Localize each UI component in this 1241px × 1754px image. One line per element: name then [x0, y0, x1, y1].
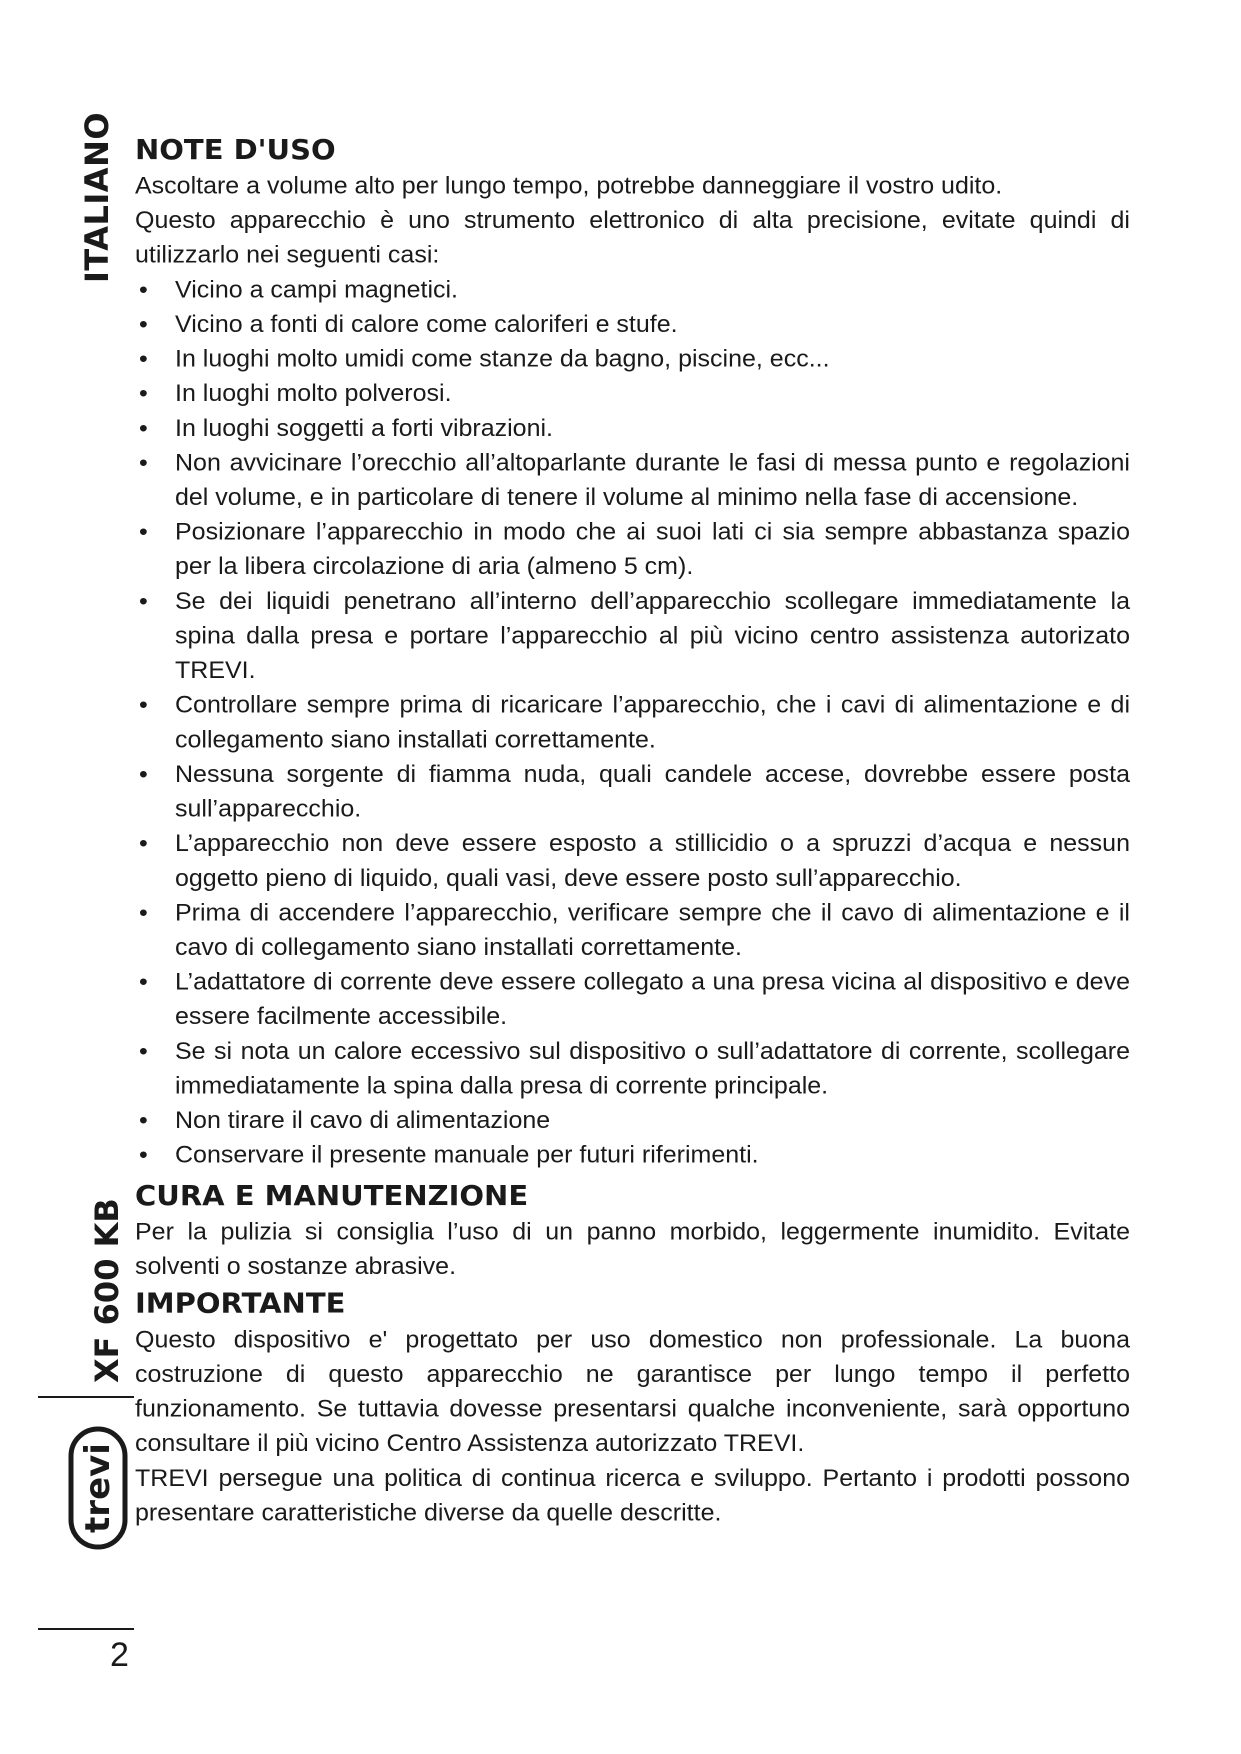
- section-title-note-uso: NOTE D'USO: [135, 132, 336, 166]
- list-item: • Vicino a fonti di calore come caloriferi e stufe.: [135, 307, 1130, 342]
- sidebar-divider-top: [38, 1396, 134, 1398]
- section-title-cura: CURA E MANUTENZIONE: [135, 1179, 529, 1212]
- note-uso-list: [135, 272, 1130, 1172]
- importante-text-2: TREVI persegue una politica di continua ricerca e sviluppo. Pertanto i prodotti possono presentare caratteristiche diverse da quelle descritte.: [135, 1464, 1130, 1527]
- list-item: • L’apparecchio non deve essere esposto a stillicidio o a spruzzi d’acqua e nessun oggetto pieno di liquido, quali vasi, deve essere posto sull’apparecchio.: [135, 826, 1130, 895]
- list-item: • In luoghi molto umidi come stanze da bagno, piscine, ecc...: [135, 342, 1130, 377]
- list-item: • Vicino a campi magnetici.: [135, 272, 1130, 307]
- note-uso-intro-1: Ascoltare a volume alto per lungo tempo, potrebbe danneggiare il vostro udito.: [135, 172, 1003, 200]
- page-number: 2: [110, 1636, 129, 1674]
- note-uso-intro-2: Questo apparecchio è uno strumento elettronico di alta precisione, evitate quindi di utilizzarlo nei seguenti casi:: [135, 206, 1130, 269]
- list-item: • Se dei liquidi penetrano all’interno dell’apparecchio scollegare immediatamente la spina dalla presa e portare l’apparecchio al più vicino centro assistenza autorizato TREVI.: [135, 584, 1130, 688]
- list-item: • Controllare sempre prima di ricaricare l’apparecchio, che i cavi di alimentazione e di collegamento siano installati correttamente.: [135, 688, 1130, 757]
- section-title-importante: IMPORTANTE: [135, 1286, 346, 1320]
- importante-text-1: Questo dispositivo e' progettato per uso domestico non professionale. La buona costruzione di questo apparecchio ne garantisce per lungo tempo il perfetto funzionamento. Se tuttavia dovesse presentarsi qualche inconveniente, sarà opportuno consultare il più vicino Centro Assistenza autorizzato TREVI.: [135, 1326, 1130, 1457]
- list-item: • Posizionare l’apparecchio in modo che ai suoi lati ci sia sempre abbastanza spazio per la libera circolazione di aria (almeno 5 cm).: [135, 515, 1130, 584]
- list-item: • In luoghi soggetti a forti vibrazioni.: [135, 411, 1130, 446]
- list-item: • Conservare il presente manuale per futuri riferimenti.: [135, 1138, 1130, 1173]
- list-item: • In luoghi molto polverosi.: [135, 376, 1130, 411]
- list-item: • Non tirare il cavo di alimentazione: [135, 1103, 1130, 1138]
- list-item: • Non avvicinare l’orecchio all’altoparlante durante le fasi di messa punto e regolazioni del volume, e in particolare di tenere il volume al minimo nella fase di accensione.: [135, 445, 1130, 514]
- list-item: • Nessuna sorgente di fiamma nuda, quali candele accese, dovrebbe essere posta sull’apparecchio.: [135, 757, 1130, 826]
- main-content: [135, 130, 1130, 1530]
- list-item: • L’adattatore di corrente deve essere collegato a una presa vicina al dispositivo e deve essere facilmente accessibile.: [135, 965, 1130, 1034]
- list-item: • Se si nota un calore eccessivo sul dispositivo o sull’adattatore di corrente, scollegare immediatamente la spina dalla presa di corrente principale.: [135, 1034, 1130, 1103]
- svg-text:trevi: trevi: [78, 1443, 118, 1533]
- language-label: ITALIANO: [78, 111, 116, 283]
- trevi-logo-icon: [68, 1426, 128, 1550]
- list-item: • Prima di accendere l’apparecchio, verificare sempre che il cavo di alimentazione e il cavo di collegamento siano installati correttamente.: [135, 895, 1130, 964]
- cura-text: Per la pulizia si consiglia l’uso di un panno morbido, leggermente inumidito. Evitate solventi o sostanze abrasive.: [135, 1218, 1130, 1280]
- sidebar-divider-bottom: [38, 1628, 134, 1630]
- model-label: XF 600 KB: [88, 1198, 126, 1383]
